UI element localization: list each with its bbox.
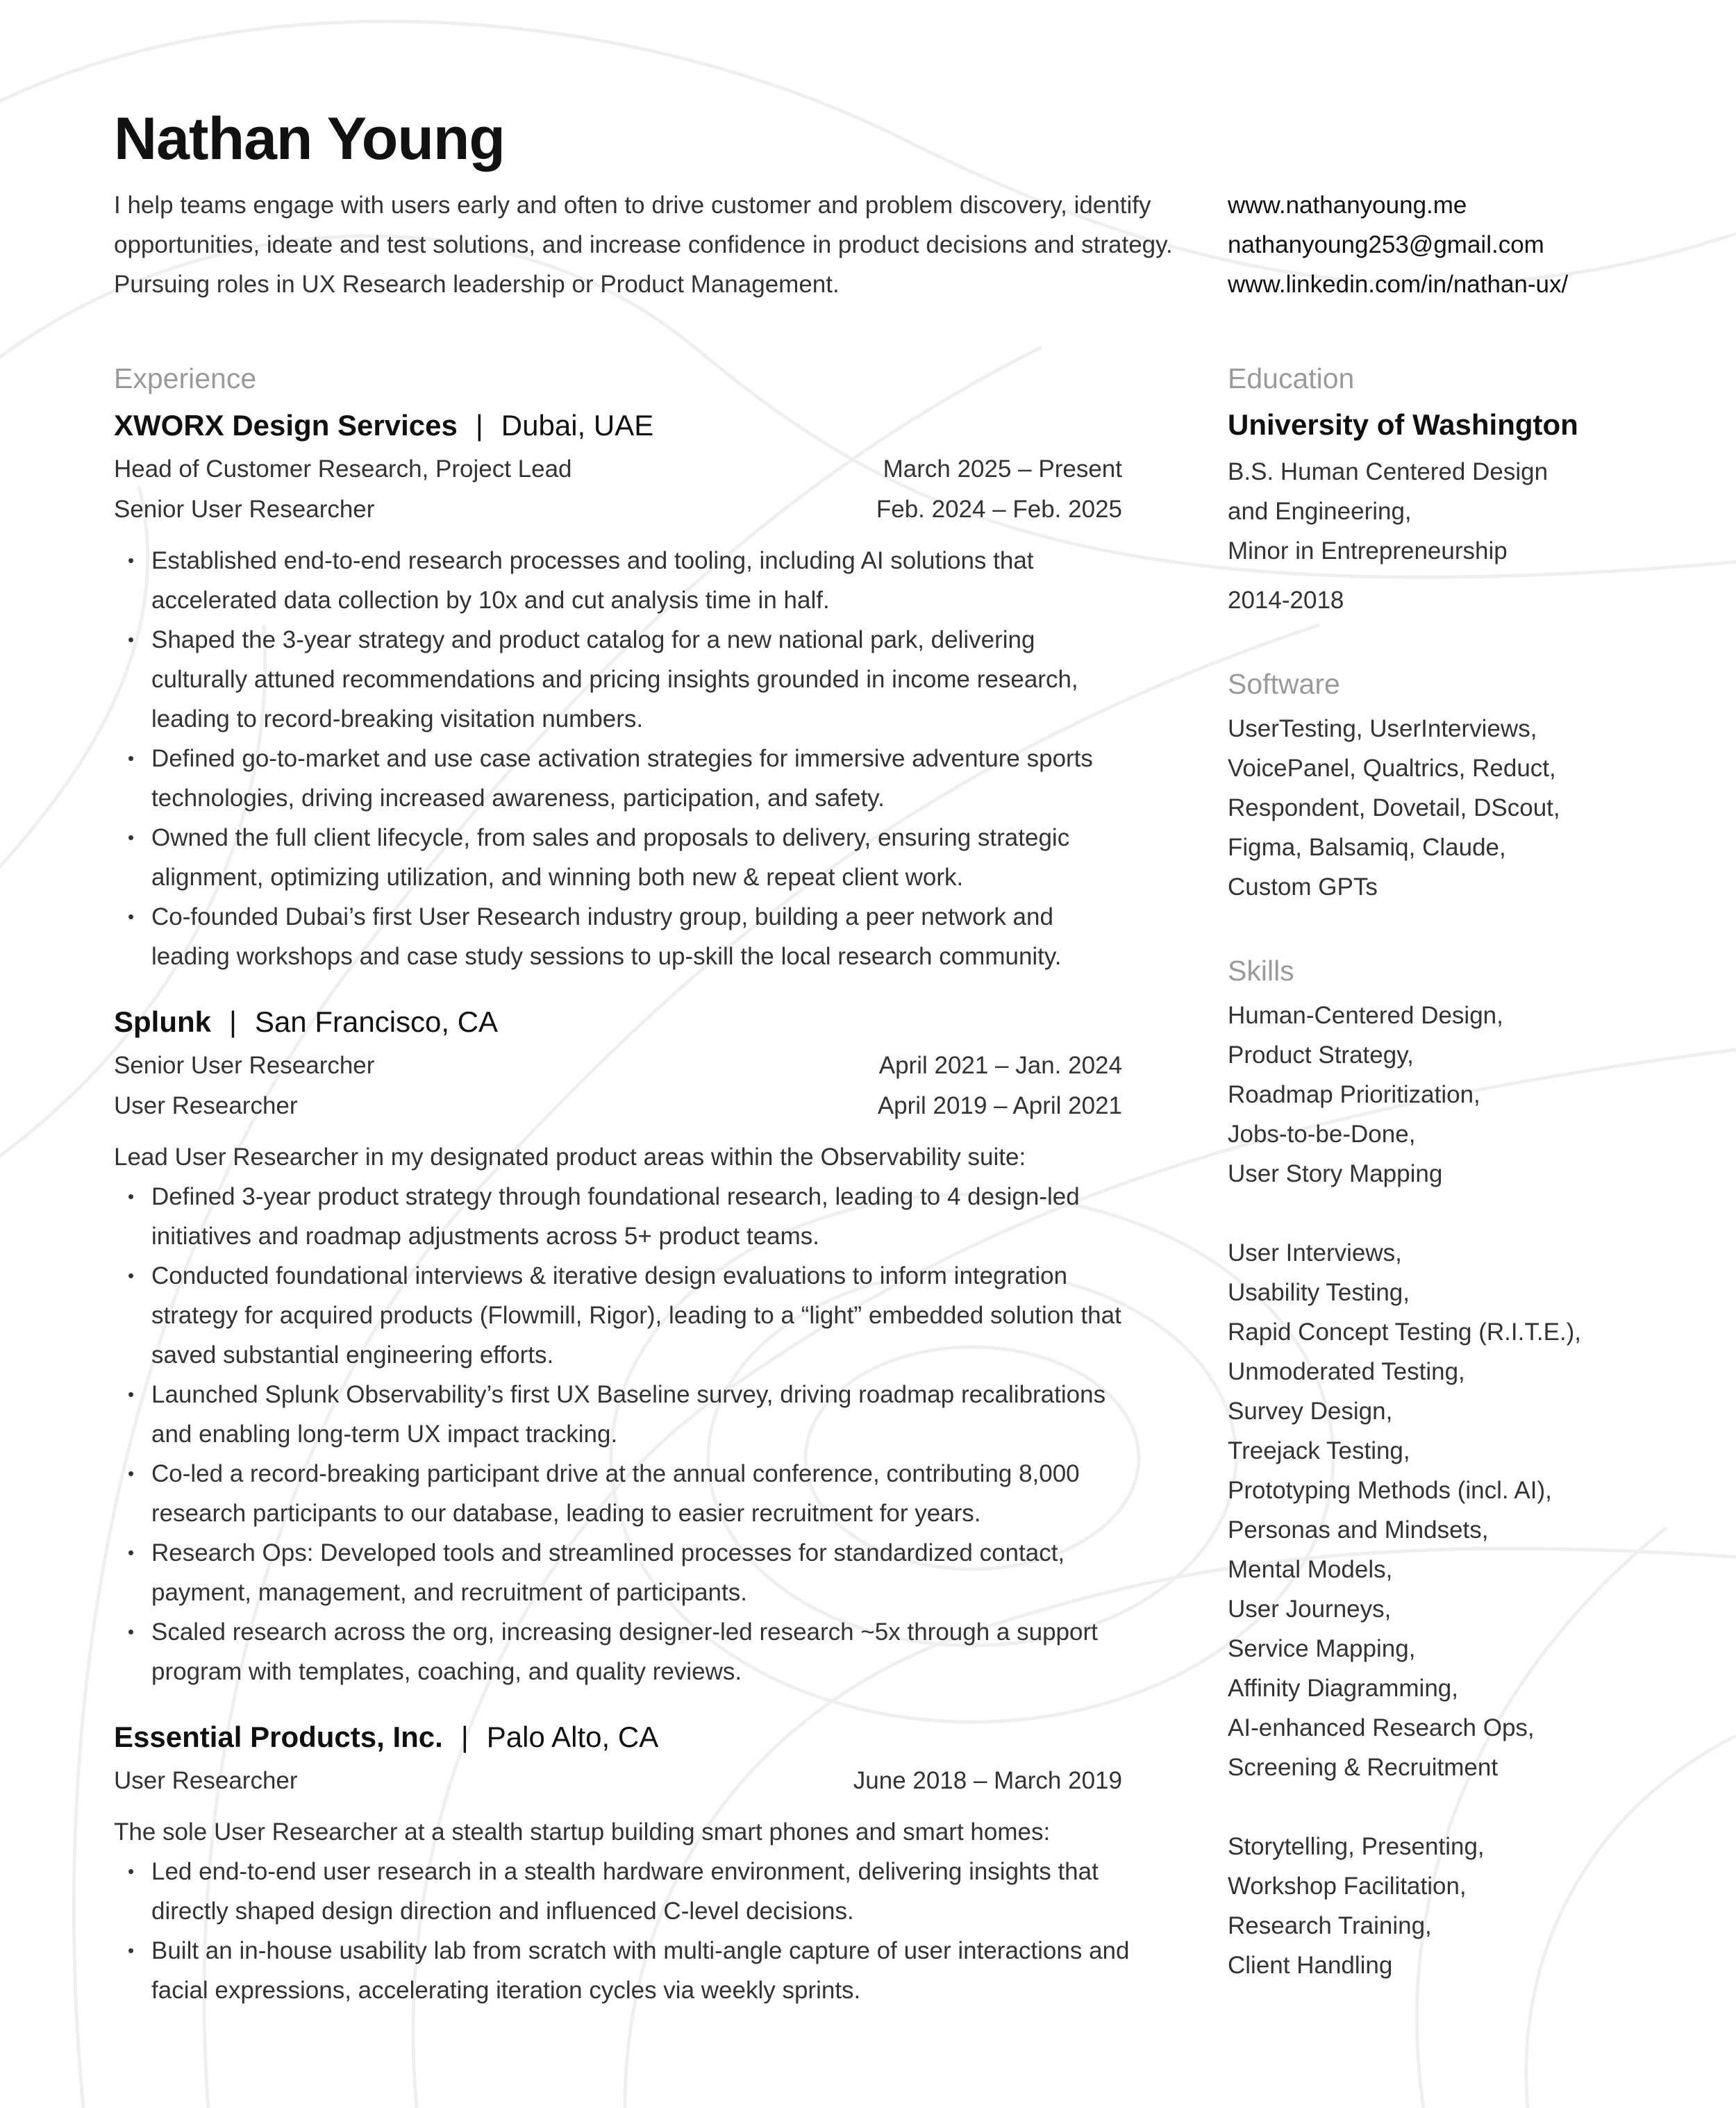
achievement-item: • Research Ops: Developed tools and streamlined processes for standardized contact, payment, management, and recruitment of participants. [114, 1533, 1137, 1612]
role-dates: April 2019 – April 2021 [877, 1092, 1122, 1119]
linkedin-link[interactable]: www.linkedin.com/in/nathan-ux/ [1228, 271, 1569, 298]
job-intro: Lead User Researcher in my designated product areas within the Observability suite: [114, 1144, 1026, 1171]
bullet-icon: • [128, 906, 135, 927]
achievement-item: • Owned the full client lifecycle, from sales and proposals to delivery, ensuring strategic alignment, optimizing utilization, and winning both new & repeat client work. [114, 818, 1137, 897]
achievement-item: • Scaled research across the org, increasing designer-led research ~5x through a support program with templates, coaching, and quality reviews. [114, 1612, 1137, 1691]
skill-item: AI-enhanced Research Ops, [1228, 1714, 1535, 1741]
degree-line: and Engineering, [1228, 498, 1412, 525]
achievement-list [114, 1852, 1149, 2010]
website-link[interactable]: www.nathanyoung.me [1228, 192, 1467, 219]
role-row [114, 1761, 1122, 1801]
bullet-icon: • [128, 1463, 135, 1484]
role-title: Head of Customer Research, Project Lead [114, 455, 572, 483]
skill-item: User Interviews, [1228, 1239, 1402, 1266]
bullet-icon: • [128, 550, 135, 571]
achievement-item: • Established end-to-end research processes and tooling, including AI solutions that accelerated data collection by 10x and cut analysis time in half. [114, 541, 1137, 620]
skills-section [1228, 950, 1714, 1985]
job-entry [114, 403, 1149, 976]
achievement-item: • Co-led a record-breaking participant drive at the annual conference, contributing 8,000 research participants to our database, leading to easier recruitment for years. [114, 1454, 1137, 1533]
skill-item: Research Training, [1228, 1912, 1432, 1939]
skill-item: Survey Design, [1228, 1398, 1393, 1425]
skill-item: Service Mapping, [1228, 1635, 1416, 1662]
skills-heading: Skills [1228, 955, 1294, 987]
company-location: Dubai, UAE [501, 409, 654, 442]
skill-item: Affinity Diagramming, [1228, 1675, 1458, 1702]
skill-item: Rapid Concept Testing (R.I.T.E.), [1228, 1319, 1582, 1346]
skill-item: Prototyping Methods (incl. AI), [1228, 1477, 1552, 1504]
sidebar-column [1228, 358, 1714, 1985]
skill-item: Treejack Testing, [1228, 1437, 1410, 1464]
bullet-icon: • [128, 827, 135, 848]
company-name: Splunk [114, 1005, 212, 1038]
job-entry [114, 1715, 1149, 2010]
bullet-icon: • [128, 1940, 135, 1961]
achievement-item: • Defined go-to-market and use case activation strategies for immersive adventure sports technologies, driving increased awareness, participation, and safety. [114, 739, 1137, 818]
achievement-item: • Conducted foundational interviews & iterative design evaluations to inform integration strategy for acquired products (Flowmill, Rigor), leading to a “light” embedded solution that saved substantial engineering efforts. [114, 1256, 1137, 1375]
role-title: Senior User Researcher [114, 1052, 375, 1079]
bullet-icon: • [128, 1186, 135, 1207]
bullet-icon: • [128, 629, 135, 650]
role-row [114, 1046, 1122, 1086]
achievement-item: • Launched Splunk Observability’s first UX Baseline survey, driving roadmap recalibrations and enabling long-term UX impact tracking. [114, 1375, 1137, 1454]
skill-item: Product Strategy, [1228, 1042, 1414, 1069]
degree-line: B.S. Human Centered Design [1228, 458, 1549, 485]
role-row [114, 490, 1122, 530]
software-line: VoicePanel, Qualtrics, Reduct, [1228, 755, 1556, 782]
bullet-icon: • [128, 1621, 135, 1642]
skill-item: Storytelling, Presenting, [1228, 1833, 1485, 1860]
software-heading: Software [1228, 668, 1340, 700]
skill-item: Mental Models, [1228, 1556, 1393, 1583]
role-title: User Researcher [114, 1767, 298, 1794]
skill-item: Workshop Facilitation, [1228, 1873, 1467, 1900]
skills-group [1228, 996, 1714, 1194]
bullet-icon: • [128, 748, 135, 769]
experience-section [114, 358, 1149, 2034]
achievement-item: • Co-founded Dubai’s first User Research industry group, building a peer network and leading workshops and case study sessions to up-skill the local research community. [114, 897, 1137, 976]
company-location: Palo Alto, CA [486, 1721, 659, 1753]
company-location: San Francisco, CA [254, 1005, 499, 1038]
bullet-icon: • [128, 1861, 135, 1882]
software-line: Respondent, Dovetail, DScout, [1228, 794, 1560, 821]
school-name: University of Washington [1228, 408, 1578, 441]
skill-item: Client Handling [1228, 1952, 1393, 1979]
achievement-item: • Defined 3-year product strategy through foundational research, leading to 4 design-led initiatives and roadmap adjustments across 5+ product teams. [114, 1177, 1137, 1256]
profile-summary: I help teams engage with users early and often to drive customer and problem discovery, identify opportunities, ideate and test solutions, and increase confidence in product decisions and strategy. Pursuing roles in UX Research leadership or Product Management. [114, 192, 1173, 298]
job-header [114, 1715, 1149, 1759]
company-name: Essential Products, Inc. [114, 1721, 443, 1753]
separator: | [460, 1721, 469, 1753]
achievement-item: • Built an in-house usability lab from scratch with multi-angle capture of user interactions and facial expressions, accelerating iteration cycles via weekly sprints. [114, 1931, 1137, 2010]
achievement-item: • Shaped the 3-year strategy and product catalog for a new national park, delivering culturally attuned recommendations and pricing insights grounded in income research, leading to record-breaking visitation numbers. [114, 620, 1137, 739]
role-dates: March 2025 – Present [883, 455, 1122, 483]
education-section [1228, 358, 1714, 620]
software-section [1228, 663, 1714, 907]
skill-item: Roadmap Prioritization, [1228, 1081, 1480, 1108]
role-row [114, 1086, 1122, 1126]
achievement-item: • Led end-to-end user research in a stealth hardware environment, delivering insights that directly shaped design direction and influenced C-level decisions. [114, 1852, 1137, 1931]
role-dates: Feb. 2024 – Feb. 2025 [876, 496, 1122, 523]
job-header [114, 1000, 1149, 1044]
education-years: 2014-2018 [1228, 587, 1344, 614]
skills-group [1228, 1233, 1714, 1787]
skill-item: Personas and Mindsets, [1228, 1516, 1489, 1544]
software-line: UserTesting, UserInterviews, [1228, 715, 1537, 742]
skill-item: User Story Mapping [1228, 1160, 1443, 1187]
skill-item: Usability Testing, [1228, 1279, 1410, 1306]
skill-item: Human-Centered Design, [1228, 1002, 1503, 1029]
software-line: Custom GPTs [1228, 873, 1378, 901]
role-title: User Researcher [114, 1092, 298, 1119]
skill-item: Unmoderated Testing, [1228, 1358, 1465, 1385]
skills-group [1228, 1827, 1714, 1985]
education-heading: Education [1228, 362, 1355, 394]
skill-item: User Journeys, [1228, 1596, 1392, 1623]
separator: | [475, 409, 483, 442]
contact-block [1228, 185, 1714, 304]
skill-item: Screening & Recruitment [1228, 1754, 1499, 1781]
role-row [114, 449, 1122, 490]
degree-line: Minor in Entrepreneurship [1228, 537, 1508, 564]
job-entry [114, 1000, 1149, 1691]
skill-item: Jobs-to-be-Done, [1228, 1121, 1416, 1148]
bullet-icon: • [128, 1265, 135, 1286]
company-name: XWORX Design Services [114, 409, 458, 442]
role-dates: June 2018 – March 2019 [853, 1767, 1122, 1794]
achievement-list [114, 541, 1149, 976]
software-line: Figma, Balsamiq, Claude, [1228, 834, 1506, 861]
job-intro: The sole User Researcher at a stealth startup building smart phones and smart homes: [114, 1818, 1051, 1846]
bullet-icon: • [128, 1542, 135, 1563]
email-link[interactable]: nathanyoung253@gmail.com [1228, 231, 1544, 258]
role-dates: April 2021 – Jan. 2024 [878, 1052, 1122, 1079]
role-title: Senior User Researcher [114, 496, 375, 523]
separator: | [229, 1005, 237, 1038]
achievement-list [114, 1177, 1149, 1691]
candidate-name: Nathan Young [114, 106, 505, 172]
bullet-icon: • [128, 1384, 135, 1405]
job-header [114, 403, 1149, 448]
experience-heading: Experience [114, 362, 257, 394]
